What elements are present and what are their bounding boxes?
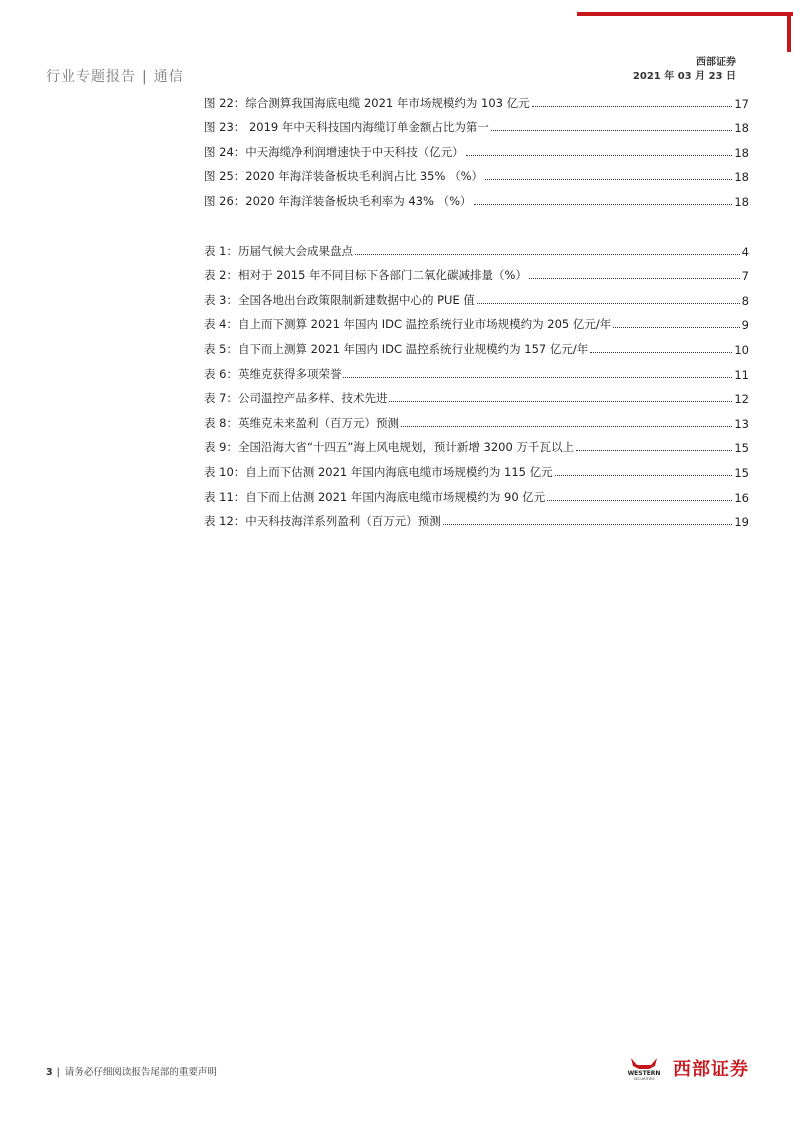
page-number: 3: [46, 1067, 53, 1078]
toc-figure-row[interactable]: [204, 135, 749, 160]
toc-table-row[interactable]: [204, 382, 749, 407]
toc-entry-label: 表 11：自下而上估测 2021 年国内海底电缆市场规模约为 90 亿元: [204, 489, 546, 504]
toc-entry-label: 表 10：自上而下估测 2021 年国内海底电缆市场规模约为 115 亿元: [204, 464, 553, 479]
toc-entry-page: 13: [734, 416, 749, 431]
toc-leader-dots: [576, 449, 732, 451]
logo-wordmark: 西部证券: [673, 1059, 749, 1080]
toc-entry-page: 15: [734, 465, 749, 480]
toc-table-row[interactable]: [204, 234, 749, 259]
toc-leader-dots: [590, 351, 732, 353]
toc-entry-page: 17: [734, 96, 749, 111]
table-index: [204, 234, 749, 529]
toc-leader-dots: [547, 499, 732, 501]
header-accent-bar: [577, 12, 793, 16]
toc-figure-row[interactable]: [204, 86, 749, 111]
toc-entry-label: 表 4：自上而下测算 2021 年国内 IDC 温控系统行业市场规模约为 205 亿元/年: [204, 317, 612, 332]
toc-leader-dots: [555, 474, 733, 476]
toc-table-row[interactable]: [204, 406, 749, 431]
figure-index: [204, 86, 749, 209]
logo-mark-text: WESTERN: [627, 1070, 661, 1077]
toc-entry-label: 表 6：英维克获得多项荣誉: [204, 366, 342, 381]
toc-table-row[interactable]: [204, 455, 749, 480]
bull-logo-icon: [619, 1055, 669, 1081]
toc-table-row[interactable]: [204, 480, 749, 505]
toc-leader-dots: [355, 253, 740, 255]
toc-table-row[interactable]: [204, 505, 749, 530]
toc-table-row[interactable]: [204, 308, 749, 333]
toc-entry-page: 18: [734, 145, 749, 160]
section-tag-industry: 通信: [153, 69, 184, 85]
toc-entry-label: 表 9：全国沿海大省“十四五”海上风电规划，预计新增 3200 万千瓦以上: [204, 440, 574, 455]
footer-note: [46, 1064, 217, 1078]
toc-figure-row[interactable]: [204, 160, 749, 185]
header-accent-drop: [787, 12, 791, 52]
toc-entry-page: 12: [734, 392, 749, 407]
logo-sub-text: SECURITIES: [633, 1077, 655, 1081]
toc-leader-dots: [613, 326, 739, 328]
toc-figure-row[interactable]: [204, 184, 749, 209]
header-brand: 西部证券: [696, 57, 736, 68]
toc-entry-label: 图 22：综合测算我国海底电缆 2021 年市场规模约为 103 亿元: [204, 95, 530, 110]
toc-leader-dots: [466, 154, 733, 156]
toc-table-row[interactable]: [204, 431, 749, 456]
toc-leader-dots: [485, 178, 732, 180]
toc-leader-dots: [529, 277, 740, 279]
toc-entry-page: 11: [734, 367, 749, 382]
section-tag-category: 行业专题报告: [46, 69, 136, 85]
toc-entry-page: 4: [741, 244, 749, 259]
toc-leader-dots: [532, 105, 733, 107]
toc-leader-dots: [477, 302, 740, 304]
toc-entry-page: 18: [734, 170, 749, 185]
toc-leader-dots: [401, 425, 732, 427]
toc-entry-label: 表 12：中天科技海洋系列盈利（百万元）预测: [204, 514, 441, 529]
toc-entry-page: 19: [734, 515, 749, 530]
toc-entry-label: 表 8：英维克未来盈利（百万元）预测: [204, 415, 399, 430]
toc-entry-label: 图 26：2020 年海洋装备板块毛利率为 43% （%）: [204, 193, 472, 208]
toc-figure-row[interactable]: [204, 111, 749, 136]
toc-table-row[interactable]: [204, 259, 749, 284]
company-logo: [619, 1055, 749, 1081]
toc-entry-page: 16: [734, 490, 749, 505]
toc-leader-dots: [443, 523, 733, 525]
toc-entry-label: 表 3：全国各地出台政策限制新建数据中心的 PUE 值: [204, 292, 475, 307]
toc-entry-page: 18: [734, 194, 749, 209]
footer-separator: |: [56, 1067, 60, 1078]
toc-entry-label: 表 2：相对于 2015 年不同目标下各部门二氧化碳减排量（%）: [204, 268, 527, 283]
toc-entry-page: 15: [734, 441, 749, 456]
toc-leader-dots: [343, 376, 732, 378]
toc-entry-page: 7: [741, 269, 749, 284]
section-tag-separator: |: [142, 69, 148, 85]
report-date: 2021 年 03 月 23 日: [632, 71, 736, 82]
toc-leader-dots: [389, 400, 732, 402]
toc-entry-page: 8: [741, 293, 749, 308]
toc-entry-label: 图 23： 2019 年中天科技国内海缆订单金额占比为第一: [204, 120, 489, 135]
toc-table-row[interactable]: [204, 283, 749, 308]
toc-entry-page: 9: [741, 318, 749, 333]
footer-disclaimer: 请务必仔细阅读报告尾部的重要声明: [64, 1067, 217, 1078]
toc-table-row[interactable]: [204, 357, 749, 382]
toc-leader-dots: [474, 203, 733, 205]
toc-table-row[interactable]: [204, 332, 749, 357]
toc-entry-label: 表 5：自下而上测算 2021 年国内 IDC 温控系统行业规模约为 157 亿元/年: [204, 341, 589, 356]
toc-entry-label: 图 24：中天海缆净利润增速快于中天科技（亿元）: [204, 144, 464, 159]
toc-entry-label: 表 1：历届气候大会成果盘点: [204, 243, 353, 258]
toc-entry-page: 10: [734, 342, 749, 357]
toc-leader-dots: [491, 129, 732, 131]
section-tag: [46, 66, 184, 86]
toc-entry-label: 表 7：公司温控产品多样、技术先进: [204, 391, 388, 406]
toc-entry-label: 图 25：2020 年海洋装备板块毛利润占比 35% （%）: [204, 169, 484, 184]
toc-entry-page: 18: [734, 121, 749, 136]
